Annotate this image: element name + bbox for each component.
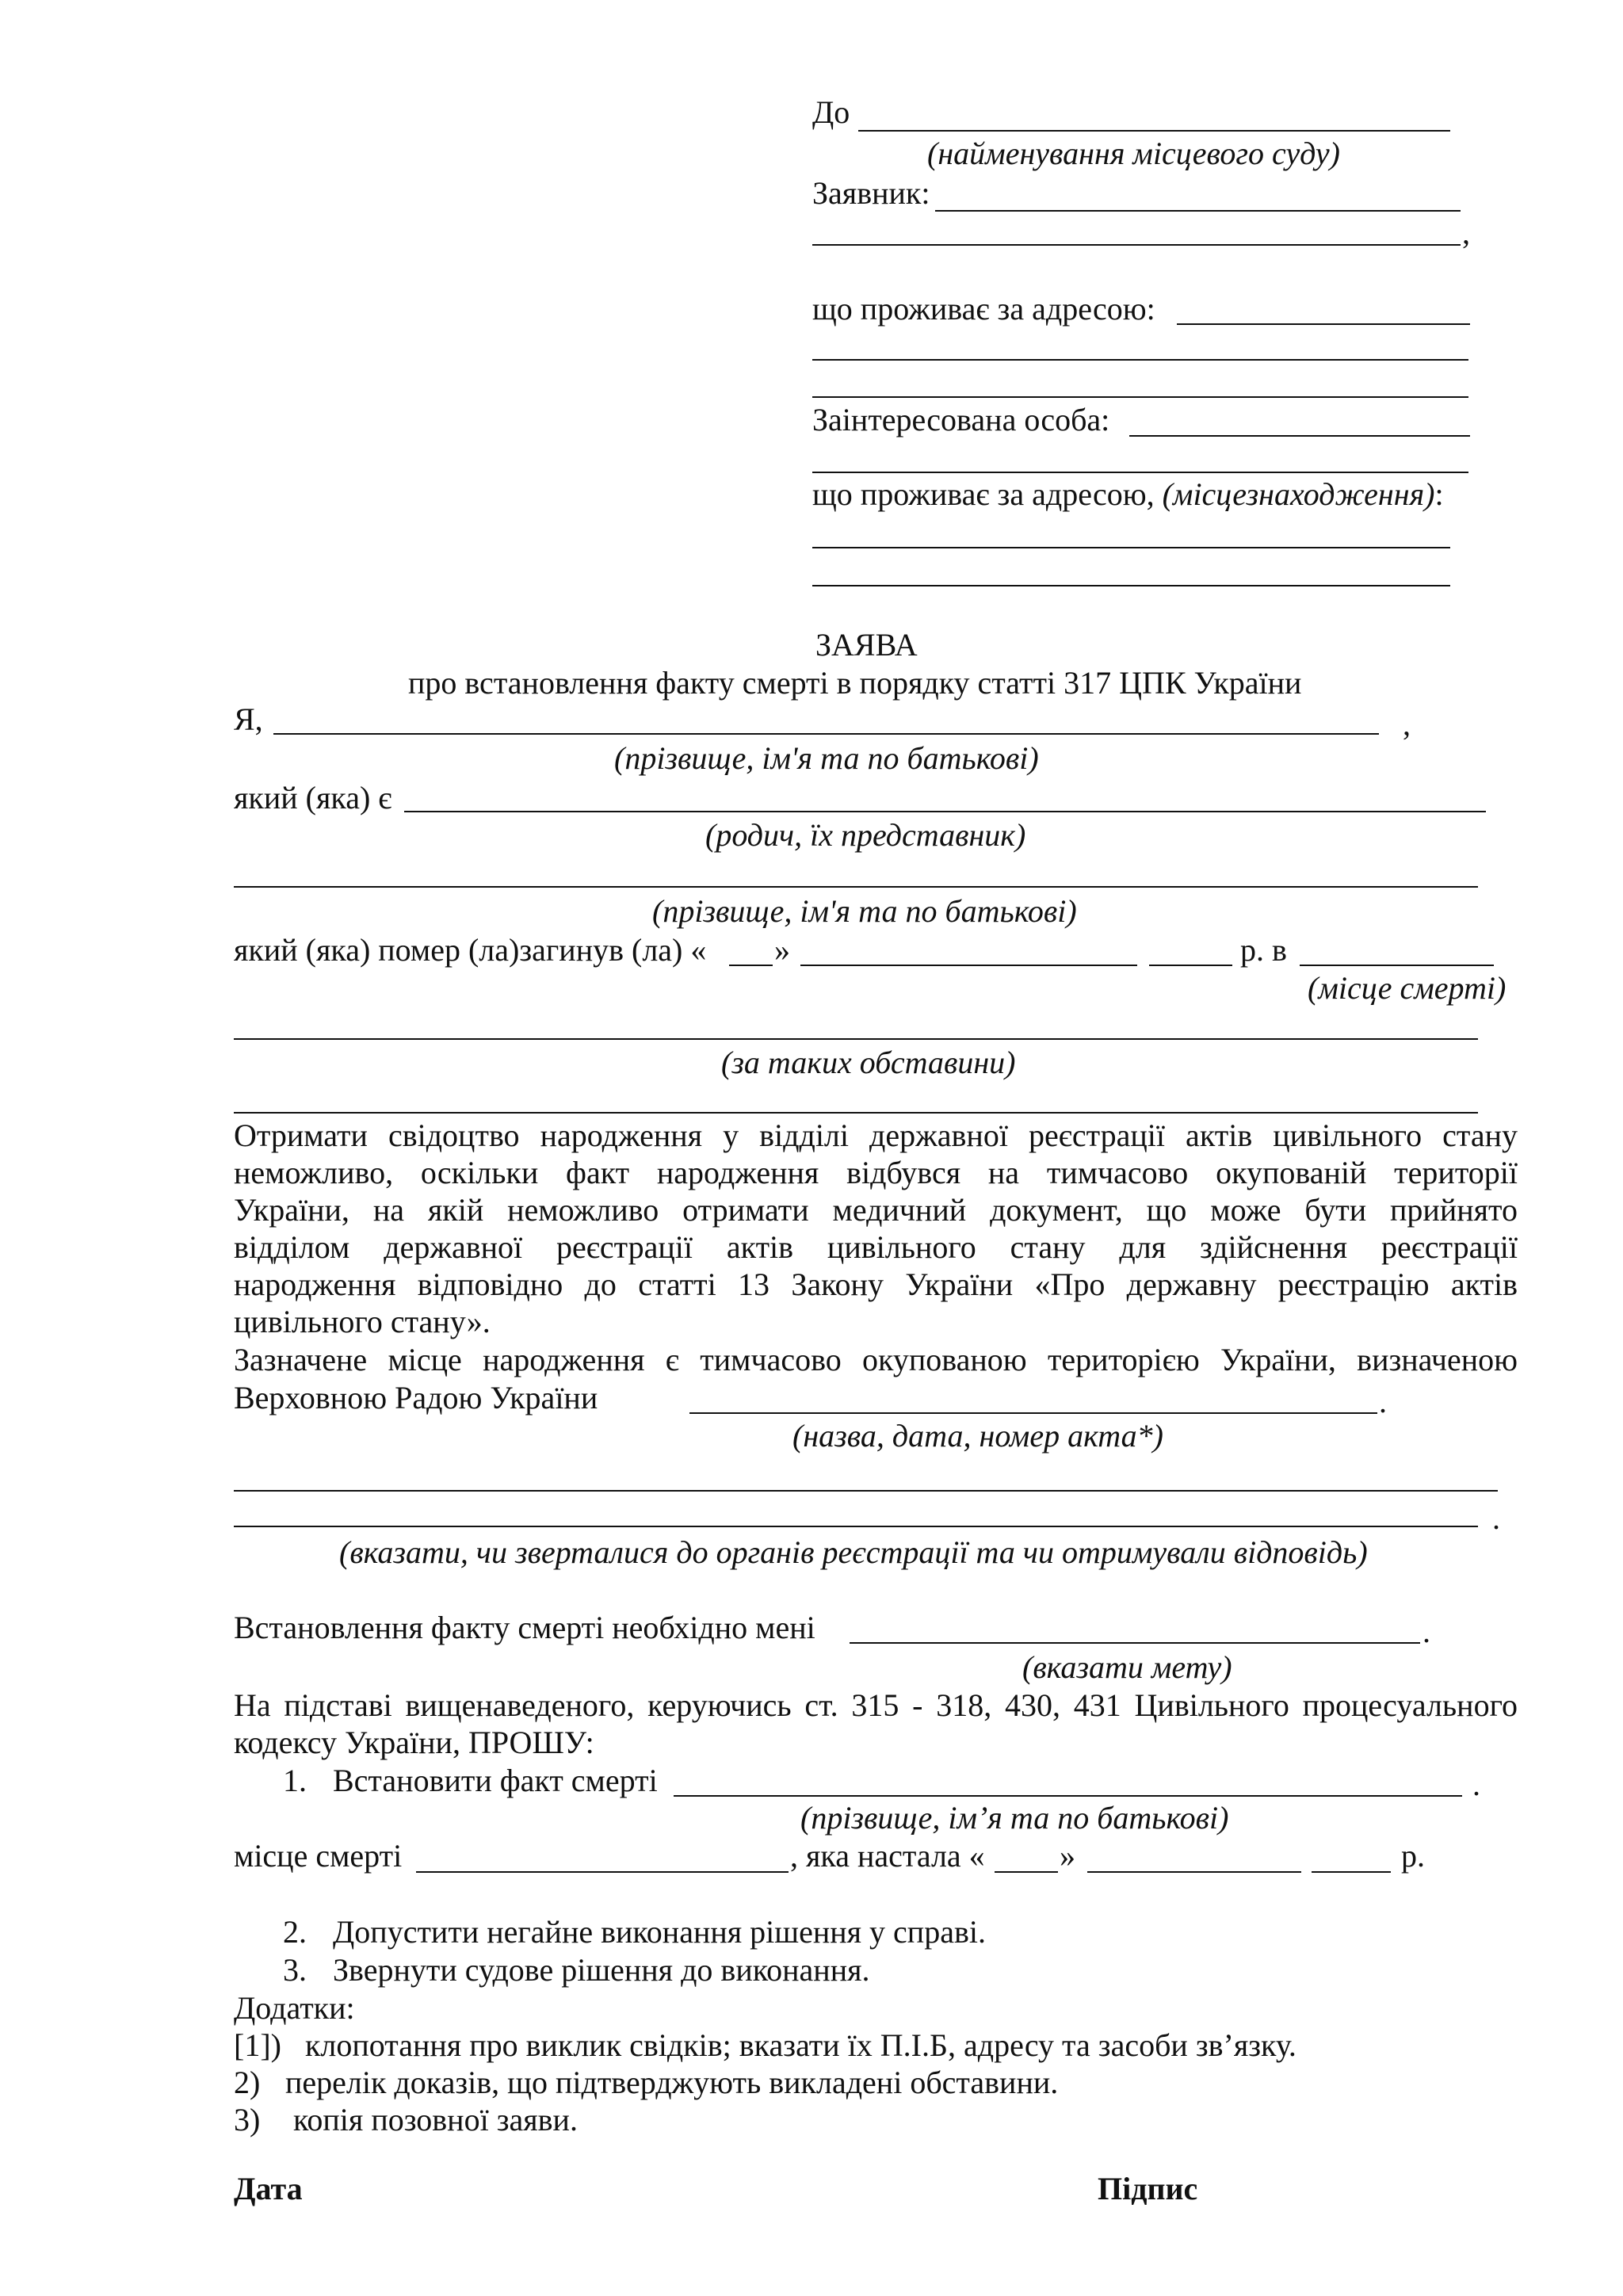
- document-subtitle: про встановлення факту смерті в порядку статті 317 ЦПК України: [408, 665, 1302, 701]
- interested-person-label: Заінтересована особа:: [812, 402, 1110, 437]
- address2-colon: :: [1434, 476, 1444, 512]
- relation-blank[interactable]: [404, 811, 1486, 812]
- died-label: який (яка) помер (ла)загинув (ла) «: [234, 932, 707, 968]
- occurred-year-label: р.: [1401, 1838, 1425, 1874]
- attachment-2-number: 2): [234, 2065, 261, 2100]
- occurred-year-blank[interactable]: [1312, 1871, 1391, 1873]
- death-place-blank-2[interactable]: [416, 1871, 789, 1873]
- request-3-text: Звернути судове рішення до виконання.: [333, 1952, 870, 1988]
- hint-purpose: (вказати мету): [1022, 1649, 1232, 1685]
- applicant-comma: ,: [1462, 215, 1470, 250]
- request-1-dot: .: [1472, 1767, 1480, 1802]
- hint-registration: (вказати, чи зверталися до органів реєстрації та чи отримували відповідь): [339, 1534, 1368, 1570]
- act-blank[interactable]: [689, 1412, 1377, 1414]
- paragraph-1-line-4: відділом державної реєстрації актів цивільного стану для здійснення реєстрації: [234, 1229, 1518, 1265]
- document-title: ЗАЯВА: [815, 627, 918, 663]
- request-1-name-blank[interactable]: [674, 1795, 1462, 1797]
- basis-line-1: На підставі вищенаведеного, керуючись ст. 315 - 318, 430, 431 Цивільного процесуального: [234, 1687, 1518, 1723]
- address2-label: що проживає за адресою,: [812, 476, 1155, 512]
- applicant-name-blank[interactable]: [273, 733, 1379, 735]
- registration-dot: .: [1492, 1500, 1500, 1536]
- paragraph-2-line-2: Верховною Радою України: [234, 1380, 598, 1415]
- hint-place: (місце смерті): [1308, 970, 1507, 1006]
- paragraph-2-line-1: Зазначене місце народження є тимчасово окупованою територією України, визначеною: [234, 1342, 1518, 1377]
- address-label: що проживає за адресою:: [812, 291, 1155, 327]
- applicant-blank-2[interactable]: [812, 244, 1461, 246]
- applicant-name-comma: ,: [1403, 706, 1411, 742]
- hint-name-2: (прізвище, ім'я та по батькові): [652, 893, 1077, 929]
- who-is-label: який (яка) є: [234, 780, 392, 816]
- deceased-name-blank[interactable]: [234, 886, 1478, 888]
- purpose-dot: .: [1423, 1614, 1430, 1649]
- attachment-3-number: 3): [234, 2102, 261, 2137]
- purpose-blank[interactable]: [850, 1642, 1420, 1644]
- occurred-label: , яка настала «: [790, 1838, 985, 1874]
- died-quote-close: »: [774, 932, 790, 968]
- occurred-month-blank[interactable]: [1087, 1871, 1301, 1873]
- address2-hint: (місцезнаходження): [1162, 476, 1435, 512]
- interested-person-blank-1[interactable]: [1129, 435, 1470, 437]
- request-1-number: 1.: [283, 1763, 307, 1798]
- hint-name-1: (прізвище, ім'я та по батькові): [614, 740, 1039, 776]
- applicant-blank-1[interactable]: [935, 210, 1461, 212]
- attachment-2-text: перелік доказів, що підтверджують викладені обставини.: [285, 2065, 1059, 2100]
- year-in-label: р. в: [1240, 932, 1287, 968]
- address-blank-3[interactable]: [812, 396, 1468, 398]
- circumstances-blank-2[interactable]: [234, 1112, 1478, 1114]
- registration-blank-1[interactable]: [234, 1490, 1498, 1492]
- hint-circumstances: (за таких обставини): [721, 1045, 1016, 1080]
- address2-line: [812, 476, 1444, 514]
- paragraph-1-line-3: України, на якій неможливо отримати медичний документ, що може бути прийнято: [234, 1192, 1518, 1228]
- basis-line-2: кодексу України, ПРОШУ:: [234, 1725, 594, 1760]
- death-place-blank[interactable]: [1300, 965, 1494, 966]
- act-dot: .: [1379, 1384, 1387, 1419]
- attachment-1-number: [1]): [234, 2027, 281, 2063]
- occurred-quote-close: »: [1060, 1838, 1075, 1874]
- date-label: Дата: [234, 2171, 303, 2206]
- address2-blank-1[interactable]: [812, 547, 1450, 548]
- i-label: Я,: [234, 701, 263, 737]
- occurred-day-blank[interactable]: [995, 1871, 1058, 1873]
- circumstances-blank-1[interactable]: [234, 1038, 1478, 1040]
- death-day-blank[interactable]: [729, 965, 773, 966]
- interested-person-blank-2[interactable]: [812, 472, 1468, 473]
- attachment-3-text: копія позовної заяви.: [293, 2102, 578, 2137]
- address-blank-1[interactable]: [1177, 323, 1470, 325]
- applicant-label: Заявник:: [812, 175, 930, 211]
- attachment-1-text: клопотання про виклик свідків; вказати їх П.І.Б, адресу та засоби зв’язку.: [305, 2027, 1296, 2063]
- to-label: До: [812, 94, 850, 130]
- address-blank-2[interactable]: [812, 359, 1468, 361]
- signature-label: Підпис: [1098, 2171, 1198, 2206]
- place-label: місце смерті: [234, 1838, 403, 1874]
- hint-act: (назва, дата, номер акта*): [792, 1418, 1163, 1454]
- request-3-number: 3.: [283, 1952, 307, 1988]
- paragraph-1-line-2: неможливо, оскільки факт народження відбувся на тимчасово окупованій території: [234, 1155, 1518, 1190]
- address2-blank-2[interactable]: [812, 585, 1450, 586]
- request-1-text: Встановити факт смерті: [333, 1763, 658, 1798]
- hint-relative: (родич, їх представник): [705, 817, 1026, 853]
- request-2-number: 2.: [283, 1914, 307, 1950]
- court-hint: (найменування місцевого суду): [927, 136, 1340, 171]
- hint-name-3: (прізвище, ім’я та по батькові): [800, 1800, 1229, 1836]
- paragraph-1-line-1: Отримати свідоцтво народження у відділі державної реєстрації актів цивільного стану: [234, 1117, 1518, 1153]
- paragraph-1-line-6: цивільного стану».: [234, 1304, 491, 1339]
- paragraph-1-line-5: народження відповідно до статті 13 Закону України «Про державну реєстрацію актів: [234, 1266, 1518, 1302]
- death-month-blank[interactable]: [800, 965, 1137, 966]
- request-2-text: Допустити негайне виконання рішення у справі.: [333, 1914, 986, 1950]
- need-label: Встановлення факту смерті необхідно мені: [234, 1610, 815, 1645]
- court-blank[interactable]: [858, 130, 1450, 132]
- death-year-blank[interactable]: [1149, 965, 1232, 966]
- attachments-label: Додатки:: [234, 1990, 355, 2026]
- registration-blank-2[interactable]: [234, 1526, 1478, 1527]
